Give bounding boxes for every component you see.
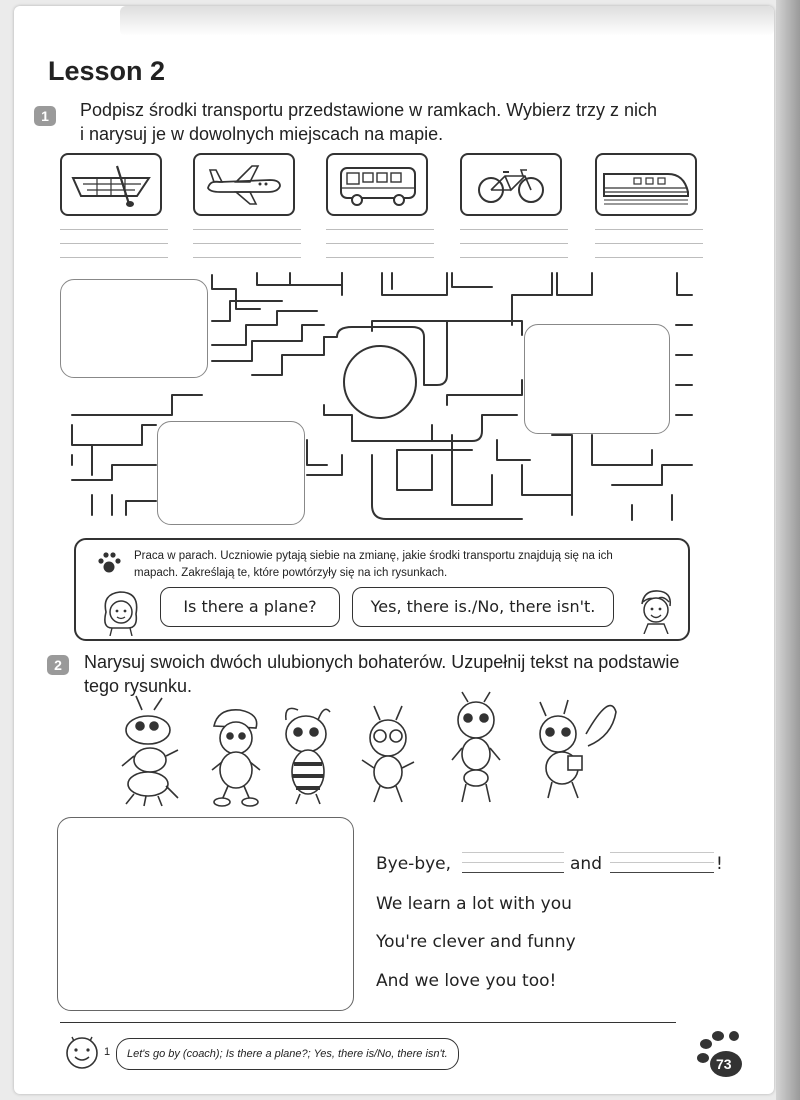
exercise-2-instruction-line2: tego rysunku. bbox=[84, 676, 193, 696]
exercise-2-badge: 2 bbox=[47, 655, 69, 675]
map-drawing-box-2[interactable] bbox=[157, 421, 305, 525]
train-icon bbox=[600, 162, 692, 208]
boy-avatar bbox=[634, 586, 678, 634]
bike-icon bbox=[467, 162, 555, 208]
exercise-2-instruction-line1: Narysuj swoich dwóch ulubionych bohaterów. Uzupełnij tekst na podstawie bbox=[84, 652, 680, 672]
map-drawing-box-1[interactable] bbox=[60, 279, 208, 378]
characters-row bbox=[118, 690, 628, 810]
poem-line-4: And we love you too! bbox=[376, 971, 557, 991]
answer-line[interactable] bbox=[193, 229, 301, 230]
exercise-1-instruction bbox=[80, 98, 657, 146]
answer-line[interactable] bbox=[193, 257, 301, 258]
poem-line-3: You're clever and funny bbox=[376, 932, 576, 952]
transport-frame-plane bbox=[193, 153, 295, 216]
question-bubble: Is there a plane? bbox=[160, 587, 340, 627]
transport-frame-bus bbox=[326, 153, 428, 216]
poem-line-1-start: Bye-bye, bbox=[376, 854, 452, 874]
character-bee-icon bbox=[286, 708, 330, 804]
girl-avatar bbox=[98, 588, 144, 636]
answer-line[interactable] bbox=[460, 243, 568, 244]
track-number: 1 bbox=[104, 1046, 111, 1058]
boat-icon bbox=[67, 162, 155, 208]
character-ant-4-icon bbox=[452, 692, 500, 802]
hero-name-blank-2[interactable] bbox=[610, 872, 714, 873]
pawprint-icon bbox=[96, 550, 122, 576]
guide-line bbox=[462, 862, 564, 863]
page-edge-shadow bbox=[776, 0, 800, 1100]
answer-line[interactable] bbox=[595, 229, 703, 230]
roundabout bbox=[344, 346, 416, 418]
transport-frame-bike bbox=[460, 153, 562, 216]
poem-line-1-end: ! bbox=[716, 854, 723, 874]
poem-line-1-and: and bbox=[570, 854, 602, 874]
transport-frame-train bbox=[595, 153, 697, 216]
map-drawing-box-3[interactable] bbox=[524, 324, 670, 434]
guide-line bbox=[610, 852, 714, 853]
answer-line[interactable] bbox=[595, 243, 703, 244]
answer-line[interactable] bbox=[326, 243, 434, 244]
guide-line bbox=[610, 862, 714, 863]
answer-line[interactable] bbox=[460, 257, 568, 258]
answer-line[interactable] bbox=[193, 243, 301, 244]
page-number: 73 bbox=[716, 1056, 732, 1072]
character-ant-3-icon bbox=[362, 706, 414, 802]
pairwork-instruction-line2: mapach. Zakreślają te, które powtórzyły się na ich rysunkach. bbox=[134, 567, 448, 579]
poem-line-1 bbox=[376, 854, 451, 874]
pairwork-instruction bbox=[134, 548, 674, 582]
answer-line[interactable] bbox=[460, 229, 568, 230]
guide-line bbox=[462, 852, 564, 853]
transport-frame-boat bbox=[60, 153, 162, 216]
answer-line[interactable] bbox=[60, 257, 168, 258]
character-ant-2-icon bbox=[212, 710, 260, 806]
character-ant-1-icon bbox=[122, 696, 178, 806]
exercise-1-instruction-line2: i narysuj je w dowolnych miejscach na mapie. bbox=[80, 124, 444, 144]
pairwork-instruction-line1: Praca w parach. Uczniowie pytają siebie na zmianę, jakie środki transportu znajdują się na ich bbox=[134, 550, 613, 562]
answer-line[interactable] bbox=[326, 229, 434, 230]
exercise-1-instruction-line1: Podpisz środki transportu przedstawione w ramkach. Wybierz trzy z nich bbox=[80, 100, 658, 120]
page-top-band bbox=[120, 6, 774, 36]
answer-line[interactable] bbox=[326, 257, 434, 258]
plane-icon bbox=[200, 162, 288, 208]
footer-rule bbox=[60, 1022, 676, 1023]
hero-name-blank-1[interactable] bbox=[462, 872, 564, 873]
character-fly-icon bbox=[540, 700, 616, 798]
answer-line[interactable] bbox=[60, 243, 168, 244]
answer-line[interactable] bbox=[595, 257, 703, 258]
lesson-title: Lesson 2 bbox=[48, 56, 166, 86]
footer-transcript: Let's go by (coach); Is there a plane?; Yes, there is/No, there isn't. bbox=[116, 1038, 459, 1070]
answer-bubble: Yes, there is./No, there isn't. bbox=[352, 587, 614, 627]
poem-line-2: We learn a lot with you bbox=[376, 894, 572, 914]
hero-drawing-box[interactable] bbox=[57, 817, 354, 1011]
paw-page-icon bbox=[690, 1028, 750, 1080]
answer-line[interactable] bbox=[60, 229, 168, 230]
bus-icon bbox=[333, 162, 421, 208]
exercise-1-badge: 1 bbox=[34, 106, 56, 126]
cd-listen-icon bbox=[64, 1036, 100, 1070]
